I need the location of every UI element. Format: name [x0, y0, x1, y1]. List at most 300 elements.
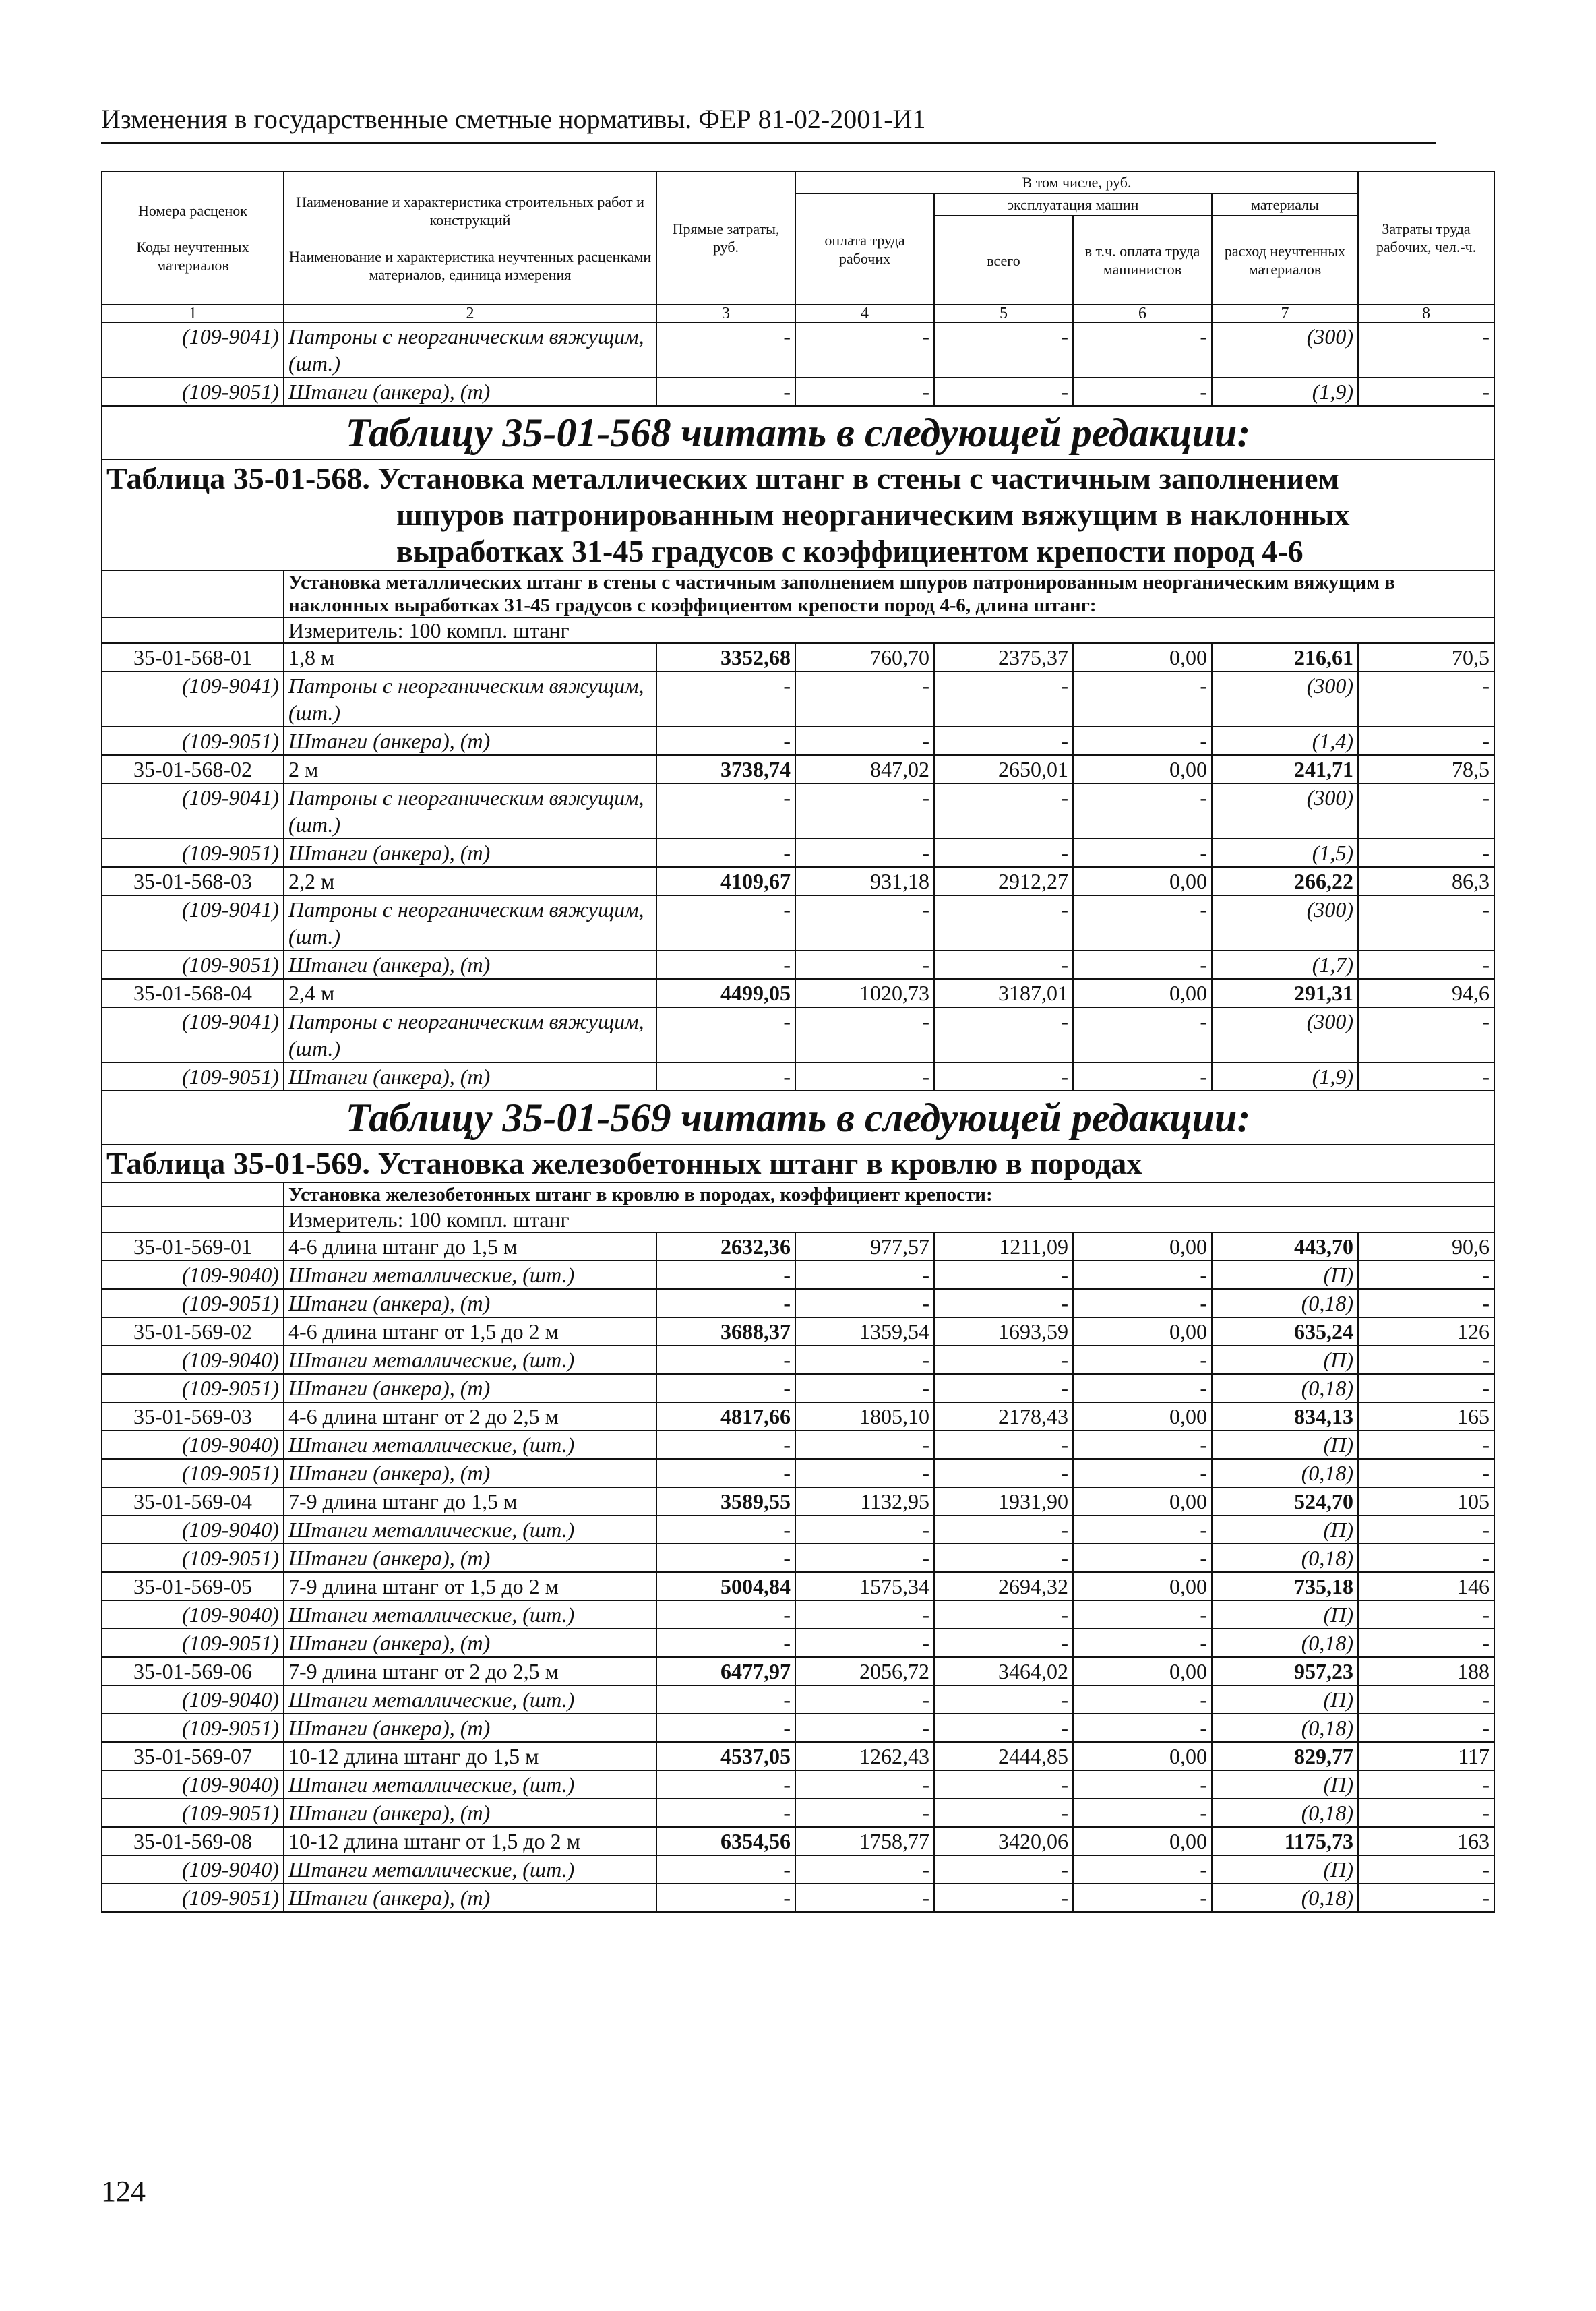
rate-name: 10-12 длина штанг от 1,5 до 2 м — [284, 1827, 656, 1855]
material-name: Штанги металлические, (шт.) — [284, 1431, 656, 1459]
machines-total: 2178,43 — [934, 1402, 1073, 1431]
machines-total: - — [934, 1062, 1073, 1091]
materials-cost: (1,9) — [1212, 378, 1358, 406]
material-row — [102, 1884, 1494, 1912]
material-code: (109-9040) — [102, 1600, 284, 1629]
material-name: Штанги металлические, (шт.) — [284, 1515, 656, 1544]
norms-table — [101, 171, 1495, 1913]
labor-hours: - — [1358, 1770, 1494, 1799]
material-name: Штанги (анкера), (т) — [284, 727, 656, 755]
labor-hours: - — [1358, 783, 1494, 839]
direct-cost: - — [656, 1714, 795, 1742]
machinist-pay: 0,00 — [1073, 1742, 1212, 1770]
labor-hours: - — [1358, 839, 1494, 867]
material-code: (109-9040) — [102, 1515, 284, 1544]
title-568 — [102, 460, 1494, 570]
worker-pay: - — [795, 1459, 934, 1487]
direct-cost: - — [656, 1007, 795, 1062]
worker-pay: - — [795, 839, 934, 867]
rate-name: 10-12 длина штанг до 1,5 м — [284, 1742, 656, 1770]
worker-pay: - — [795, 1374, 934, 1402]
col-head-7: расход неучтенных материалов — [1212, 216, 1358, 305]
labor-hours: 86,3 — [1358, 867, 1494, 895]
machinist-pay: - — [1073, 895, 1212, 951]
machines-total: - — [934, 1459, 1073, 1487]
material-row — [102, 1007, 1494, 1062]
machinist-pay: - — [1073, 378, 1212, 406]
material-code: (109-9040) — [102, 1770, 284, 1799]
material-name: Патроны с неорганическим вяжущим, (шт.) — [284, 322, 656, 378]
direct-cost: 3589,55 — [656, 1487, 795, 1515]
material-row — [102, 1685, 1494, 1714]
material-code: (109-9041) — [102, 322, 284, 378]
column-number: 3 — [656, 305, 795, 322]
material-row — [102, 1431, 1494, 1459]
materials-cost: 829,77 — [1212, 1742, 1358, 1770]
worker-pay: - — [795, 1770, 934, 1799]
material-code: (109-9041) — [102, 783, 284, 839]
worker-pay: - — [795, 1714, 934, 1742]
rate-code: 35-01-568-04 — [102, 979, 284, 1007]
labor-hours: 70,5 — [1358, 643, 1494, 671]
material-row — [102, 951, 1494, 979]
col-head-4: оплата труда рабочих — [795, 193, 934, 305]
material-code: (109-9051) — [102, 1884, 284, 1912]
machines-total: - — [934, 1261, 1073, 1289]
machinist-pay: 0,00 — [1073, 1402, 1212, 1431]
material-name: Штанги (анкера), (т) — [284, 1629, 656, 1657]
materials-cost: (300) — [1212, 1007, 1358, 1062]
machinist-pay: - — [1073, 1062, 1212, 1091]
machinist-pay: 0,00 — [1073, 1317, 1212, 1346]
direct-cost: - — [656, 671, 795, 727]
rate-code: 35-01-568-02 — [102, 755, 284, 783]
labor-hours: 90,6 — [1358, 1232, 1494, 1261]
labor-hours: 126 — [1358, 1317, 1494, 1346]
machinist-pay: - — [1073, 1374, 1212, 1402]
material-row — [102, 1374, 1494, 1402]
worker-pay: - — [795, 1884, 934, 1912]
labor-hours: - — [1358, 1629, 1494, 1657]
worker-pay: 1359,54 — [795, 1317, 934, 1346]
rate-name: 4-6 длина штанг от 1,5 до 2 м — [284, 1317, 656, 1346]
measure-569 — [102, 1207, 1494, 1232]
machinist-pay: - — [1073, 1261, 1212, 1289]
worker-pay: 1020,73 — [795, 979, 934, 1007]
machinist-pay: - — [1073, 1600, 1212, 1629]
worker-pay: - — [795, 1062, 934, 1091]
worker-pay: - — [795, 1855, 934, 1884]
machines-total: - — [934, 1714, 1073, 1742]
worker-pay: - — [795, 1346, 934, 1374]
machines-total: 2375,37 — [934, 643, 1073, 671]
machines-total: - — [934, 727, 1073, 755]
machinist-pay: - — [1073, 1884, 1212, 1912]
material-code: (109-9051) — [102, 1799, 284, 1827]
materials-cost: 1175,73 — [1212, 1827, 1358, 1855]
column-number: 2 — [284, 305, 656, 322]
rate-name: 1,8 м — [284, 643, 656, 671]
material-name: Штанги металлические, (шт.) — [284, 1770, 656, 1799]
labor-hours: - — [1358, 1855, 1494, 1884]
material-code: (109-9040) — [102, 1431, 284, 1459]
machines-total: - — [934, 322, 1073, 378]
column-number: 5 — [934, 305, 1073, 322]
rate-name: 2,2 м — [284, 867, 656, 895]
direct-cost: - — [656, 1884, 795, 1912]
rate-name: 7-9 длина штанг до 1,5 м — [284, 1487, 656, 1515]
rate-row — [102, 1232, 1494, 1261]
rate-name: 7-9 длина штанг от 2 до 2,5 м — [284, 1657, 656, 1685]
machines-total: - — [934, 783, 1073, 839]
material-row — [102, 1770, 1494, 1799]
worker-pay: 1132,95 — [795, 1487, 934, 1515]
machines-total: 3420,06 — [934, 1827, 1073, 1855]
direct-cost: - — [656, 783, 795, 839]
direct-cost: 6477,97 — [656, 1657, 795, 1685]
worker-pay: - — [795, 1685, 934, 1714]
direct-cost: 3352,68 — [656, 643, 795, 671]
empty-cell — [102, 618, 284, 643]
direct-cost: - — [656, 1515, 795, 1544]
rate-row — [102, 1487, 1494, 1515]
worker-pay: - — [795, 783, 934, 839]
direct-cost: - — [656, 895, 795, 951]
direct-cost: - — [656, 1261, 795, 1289]
direct-cost: - — [656, 378, 795, 406]
col-head-5: всего — [934, 216, 1073, 305]
labor-hours: - — [1358, 1884, 1494, 1912]
empty-cell — [102, 1182, 284, 1207]
machines-total: - — [934, 1431, 1073, 1459]
machines-total: - — [934, 1289, 1073, 1317]
materials-cost: 443,70 — [1212, 1232, 1358, 1261]
col-head-machines: эксплуатация машин — [934, 193, 1212, 216]
empty-cell — [102, 1207, 284, 1232]
col-head-6: в т.ч. оплата труда машинистов — [1073, 216, 1212, 305]
machines-total: - — [934, 1374, 1073, 1402]
machinist-pay: - — [1073, 1431, 1212, 1459]
materials-cost: (300) — [1212, 322, 1358, 378]
material-name: Штанги металлические, (шт.) — [284, 1855, 656, 1884]
materials-cost: (1,4) — [1212, 727, 1358, 755]
material-code: (109-9051) — [102, 1289, 284, 1317]
machines-total: - — [934, 1629, 1073, 1657]
machinist-pay: 0,00 — [1073, 1487, 1212, 1515]
machines-total: - — [934, 1799, 1073, 1827]
worker-pay: - — [795, 727, 934, 755]
col-head-3: Прямые затраты, руб. — [656, 171, 795, 305]
worker-pay: - — [795, 378, 934, 406]
machinist-pay: 0,00 — [1073, 1232, 1212, 1261]
worker-pay: 2056,72 — [795, 1657, 934, 1685]
labor-hours: - — [1358, 1685, 1494, 1714]
direct-cost: 4817,66 — [656, 1402, 795, 1431]
machines-total: - — [934, 1884, 1073, 1912]
labor-hours: - — [1358, 1007, 1494, 1062]
rate-row — [102, 1317, 1494, 1346]
machines-total: 2650,01 — [934, 755, 1073, 783]
machinist-pay: 0,00 — [1073, 867, 1212, 895]
labor-hours: - — [1358, 1544, 1494, 1572]
measure-569-text: Измеритель: 100 компл. штанг — [284, 1207, 1494, 1232]
material-name: Патроны с неорганическим вяжущим, (шт.) — [284, 1007, 656, 1062]
materials-cost: 635,24 — [1212, 1317, 1358, 1346]
materials-cost: (0,18) — [1212, 1714, 1358, 1742]
material-row — [102, 1600, 1494, 1629]
labor-hours: 105 — [1358, 1487, 1494, 1515]
labor-hours: - — [1358, 1289, 1494, 1317]
col-head-8: Затраты труда рабочих, чел.-ч. — [1358, 171, 1494, 305]
materials-cost: (П) — [1212, 1600, 1358, 1629]
machinist-pay: - — [1073, 1515, 1212, 1544]
rate-row — [102, 867, 1494, 895]
material-code: (109-9051) — [102, 1459, 284, 1487]
direct-cost: 3688,37 — [656, 1317, 795, 1346]
materials-cost: (1,5) — [1212, 839, 1358, 867]
machinist-pay: - — [1073, 1544, 1212, 1572]
material-row — [102, 1799, 1494, 1827]
machinist-pay: 0,00 — [1073, 1657, 1212, 1685]
material-name: Штанги (анкера), (т) — [284, 1884, 656, 1912]
title-569-text: Таблица 35-01-569. Установка железобетонных штанг в кровлю в породах — [102, 1145, 1494, 1182]
rate-row — [102, 1742, 1494, 1770]
material-code: (109-9051) — [102, 378, 284, 406]
materials-cost: 216,61 — [1212, 643, 1358, 671]
rate-code: 35-01-569-07 — [102, 1742, 284, 1770]
material-row — [102, 727, 1494, 755]
material-row — [102, 1289, 1494, 1317]
direct-cost: 2632,36 — [656, 1232, 795, 1261]
measure-568 — [102, 618, 1494, 643]
material-name: Штанги (анкера), (т) — [284, 1544, 656, 1572]
material-name: Патроны с неорганическим вяжущим, (шт.) — [284, 895, 656, 951]
material-code: (109-9041) — [102, 895, 284, 951]
material-row — [102, 895, 1494, 951]
direct-cost: - — [656, 951, 795, 979]
column-number: 7 — [1212, 305, 1358, 322]
worker-pay: - — [795, 1261, 934, 1289]
machinist-pay: - — [1073, 839, 1212, 867]
material-row — [102, 1515, 1494, 1544]
material-code: (109-9051) — [102, 839, 284, 867]
worker-pay: 847,02 — [795, 755, 934, 783]
machines-total: - — [934, 1007, 1073, 1062]
material-name: Штанги металлические, (шт.) — [284, 1685, 656, 1714]
material-row — [102, 1062, 1494, 1091]
rate-name: 7-9 длина штанг от 1,5 до 2 м — [284, 1572, 656, 1600]
materials-cost: (0,18) — [1212, 1374, 1358, 1402]
material-name: Штанги металлические, (шт.) — [284, 1346, 656, 1374]
machinist-pay: - — [1073, 1346, 1212, 1374]
materials-cost: (300) — [1212, 895, 1358, 951]
material-name: Штанги (анкера), (т) — [284, 839, 656, 867]
machinist-pay: - — [1073, 1629, 1212, 1657]
material-row — [102, 378, 1494, 406]
labor-hours: - — [1358, 951, 1494, 979]
machines-total: 1931,90 — [934, 1487, 1073, 1515]
machinist-pay: - — [1073, 951, 1212, 979]
material-code: (109-9041) — [102, 1007, 284, 1062]
direct-cost: - — [656, 839, 795, 867]
machinist-pay: - — [1073, 1855, 1212, 1884]
worker-pay: 1262,43 — [795, 1742, 934, 1770]
column-number: 1 — [102, 305, 284, 322]
labor-hours: 163 — [1358, 1827, 1494, 1855]
material-code: (109-9051) — [102, 1062, 284, 1091]
rate-code: 35-01-568-01 — [102, 643, 284, 671]
materials-cost: (П) — [1212, 1855, 1358, 1884]
material-row — [102, 1459, 1494, 1487]
col-head-1: Номера расценок Коды неучтенных материалов — [102, 171, 284, 305]
rate-name: 2,4 м — [284, 979, 656, 1007]
direct-cost: - — [656, 1346, 795, 1374]
machinist-pay: 0,00 — [1073, 979, 1212, 1007]
material-row — [102, 1855, 1494, 1884]
rate-code: 35-01-569-03 — [102, 1402, 284, 1431]
materials-cost: 735,18 — [1212, 1572, 1358, 1600]
direct-cost: - — [656, 322, 795, 378]
labor-hours: - — [1358, 1261, 1494, 1289]
machinist-pay: - — [1073, 727, 1212, 755]
machinist-pay: - — [1073, 1289, 1212, 1317]
material-code: (109-9040) — [102, 1261, 284, 1289]
machines-total: 3187,01 — [934, 979, 1073, 1007]
machines-total: 2912,27 — [934, 867, 1073, 895]
redaction-569-text: Таблицу 35-01-569 читать в следующей редакции: — [102, 1091, 1494, 1145]
worker-pay: 977,57 — [795, 1232, 934, 1261]
machines-total: - — [934, 1600, 1073, 1629]
material-code: (109-9051) — [102, 1544, 284, 1572]
materials-cost: (0,18) — [1212, 1884, 1358, 1912]
machinist-pay: 0,00 — [1073, 1827, 1212, 1855]
rate-row — [102, 979, 1494, 1007]
subtitle-569 — [102, 1182, 1494, 1207]
materials-cost: (0,18) — [1212, 1629, 1358, 1657]
materials-cost: 266,22 — [1212, 867, 1358, 895]
rate-row — [102, 1657, 1494, 1685]
title-568-line2: шпуров патронированным неорганическим вяжущим в наклонных выработках 31-45 градусов с коэффициентом крепости пород 4-6 — [396, 498, 1350, 568]
machines-total: - — [934, 895, 1073, 951]
redaction-568-text: Таблицу 35-01-568 читать в следующей редакции: — [102, 406, 1494, 460]
direct-cost: - — [656, 1431, 795, 1459]
material-row — [102, 1346, 1494, 1374]
material-name: Штанги металлические, (шт.) — [284, 1261, 656, 1289]
machines-total: - — [934, 671, 1073, 727]
direct-cost: - — [656, 1374, 795, 1402]
materials-cost: (0,18) — [1212, 1799, 1358, 1827]
material-row — [102, 1261, 1494, 1289]
machines-total: 3464,02 — [934, 1657, 1073, 1685]
labor-hours: 165 — [1358, 1402, 1494, 1431]
materials-cost: (П) — [1212, 1685, 1358, 1714]
worker-pay: - — [795, 322, 934, 378]
material-name: Штанги (анкера), (т) — [284, 1714, 656, 1742]
machines-total: - — [934, 951, 1073, 979]
material-name: Штанги (анкера), (т) — [284, 1289, 656, 1317]
direct-cost: - — [656, 727, 795, 755]
rate-code: 35-01-569-02 — [102, 1317, 284, 1346]
material-code: (109-9040) — [102, 1855, 284, 1884]
rate-code: 35-01-568-03 — [102, 867, 284, 895]
material-code: (109-9040) — [102, 1685, 284, 1714]
labor-hours: - — [1358, 1062, 1494, 1091]
materials-cost: (П) — [1212, 1515, 1358, 1544]
rate-code: 35-01-569-05 — [102, 1572, 284, 1600]
rate-code: 35-01-569-04 — [102, 1487, 284, 1515]
rate-row — [102, 643, 1494, 671]
rate-row — [102, 1827, 1494, 1855]
subtitle-569-text: Установка железобетонных штанг в кровлю в породах, коэффициент крепости: — [284, 1182, 1494, 1207]
labor-hours: - — [1358, 1714, 1494, 1742]
materials-cost: (П) — [1212, 1431, 1358, 1459]
worker-pay: - — [795, 1515, 934, 1544]
material-name: Патроны с неорганическим вяжущим, (шт.) — [284, 671, 656, 727]
page-header: Изменения в государственные сметные нормативы. ФЕР 81-02-2001-И1 — [101, 102, 1436, 144]
worker-pay: - — [795, 1431, 934, 1459]
title-569 — [102, 1145, 1494, 1182]
labor-hours: - — [1358, 1515, 1494, 1544]
subtitle-568 — [102, 570, 1494, 618]
materials-cost: 834,13 — [1212, 1402, 1358, 1431]
direct-cost: 5004,84 — [656, 1572, 795, 1600]
direct-cost: - — [656, 1289, 795, 1317]
column-number: 6 — [1073, 305, 1212, 322]
machinist-pay: - — [1073, 1007, 1212, 1062]
material-row — [102, 839, 1494, 867]
material-code: (109-9051) — [102, 1629, 284, 1657]
machinist-pay: 0,00 — [1073, 755, 1212, 783]
material-row — [102, 1544, 1494, 1572]
materials-cost: 957,23 — [1212, 1657, 1358, 1685]
machines-total: 1211,09 — [934, 1232, 1073, 1261]
direct-cost: 4537,05 — [656, 1742, 795, 1770]
materials-cost: (П) — [1212, 1770, 1358, 1799]
worker-pay: - — [795, 671, 934, 727]
labor-hours: - — [1358, 1799, 1494, 1827]
worker-pay: - — [795, 1799, 934, 1827]
labor-hours: - — [1358, 1374, 1494, 1402]
material-name: Штанги металлические, (шт.) — [284, 1600, 656, 1629]
material-name: Штанги (анкера), (т) — [284, 1374, 656, 1402]
material-code: (109-9041) — [102, 671, 284, 727]
materials-cost: (0,18) — [1212, 1544, 1358, 1572]
machinist-pay: - — [1073, 322, 1212, 378]
materials-cost: 524,70 — [1212, 1487, 1358, 1515]
worker-pay: - — [795, 1600, 934, 1629]
material-name: Штанги (анкера), (т) — [284, 1062, 656, 1091]
labor-hours: - — [1358, 1431, 1494, 1459]
labor-hours: 117 — [1358, 1742, 1494, 1770]
direct-cost: 4109,67 — [656, 867, 795, 895]
rate-row — [102, 1402, 1494, 1431]
machines-total: 2444,85 — [934, 1742, 1073, 1770]
machinist-pay: 0,00 — [1073, 643, 1212, 671]
labor-hours: 188 — [1358, 1657, 1494, 1685]
direct-cost: - — [656, 1459, 795, 1487]
rate-name: 4-6 длина штанг от 2 до 2,5 м — [284, 1402, 656, 1431]
rate-code: 35-01-569-01 — [102, 1232, 284, 1261]
material-code: (109-9051) — [102, 1374, 284, 1402]
direct-cost: 4499,05 — [656, 979, 795, 1007]
page-number: 124 — [101, 2175, 146, 2208]
direct-cost: - — [656, 1600, 795, 1629]
col-head-materials: материалы — [1212, 193, 1358, 216]
worker-pay: - — [795, 1007, 934, 1062]
worker-pay: 931,18 — [795, 867, 934, 895]
machines-total: - — [934, 839, 1073, 867]
machines-total: - — [934, 1346, 1073, 1374]
